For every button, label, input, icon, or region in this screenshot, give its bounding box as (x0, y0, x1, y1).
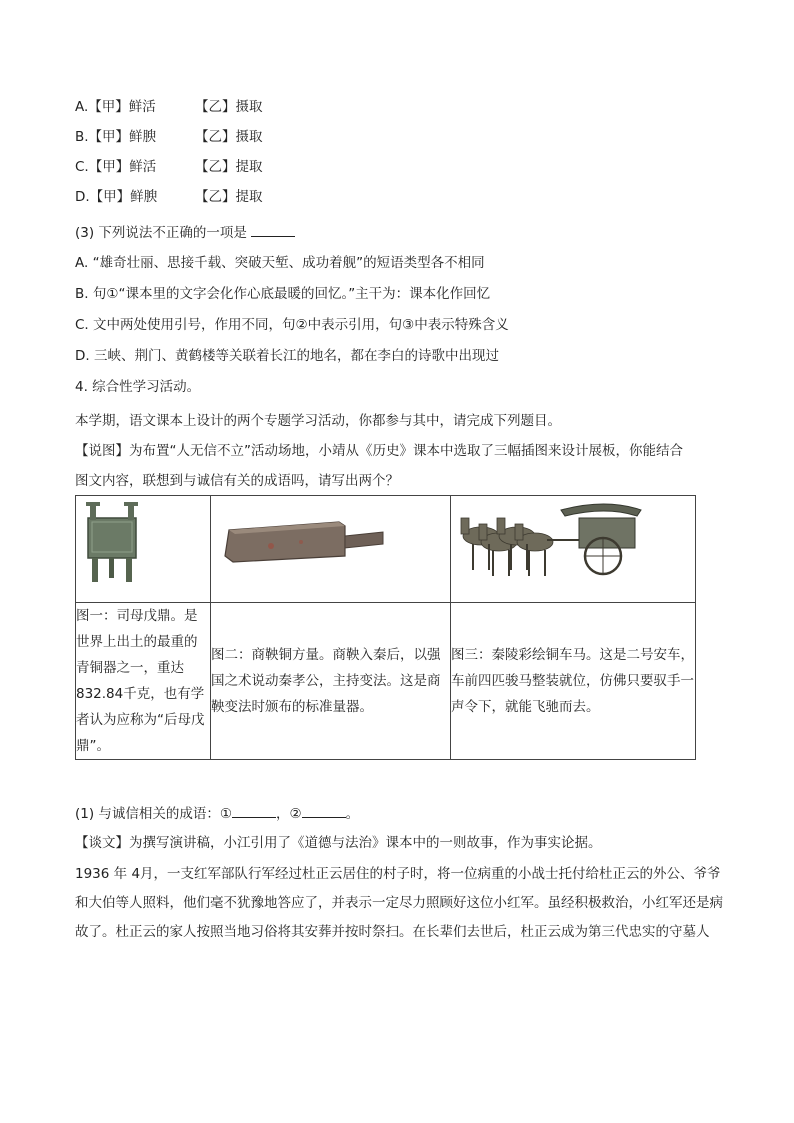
option-d-right: 【乙】提取 (195, 189, 263, 205)
option-b (75, 127, 263, 147)
option-c (75, 157, 263, 177)
figure-2-caption: 图二：商鞅铜方量。商鞅入秦后，以强国之术说动秦孝公，主持变法。这是商鞅变法时颁布的标准量器。 (211, 603, 451, 760)
option-b-right: 【乙】摄取 (195, 129, 263, 145)
option-d-left: D.【甲】鲜腴 (75, 189, 158, 205)
q3-option-c: C. 文中两处使用引号，作用不同，句②中表示引用，句③中表示特殊含义 (75, 317, 509, 333)
q4-intro: 本学期，语文课本上设计的两个专题学习活动，你都参与其中，请完成下列题目。 (75, 413, 561, 429)
q3-stem (75, 222, 295, 243)
option-a-left: A.【甲】鲜活 (75, 99, 156, 115)
figure-1-image (76, 496, 211, 603)
figure-2-image (211, 496, 451, 603)
q4-1-mid: ，② (276, 806, 302, 822)
option-c-right: 【乙】提取 (195, 159, 263, 175)
tanwen-story: 1936 年 4月，一支红军部队行军经过杜正云居住的村子时，将一位病重的小战士托付给杜正云的外公、爷爷和大伯等人照料，他们毫不犹豫地答应了，并表示一定尽力照顾好这位小红军。虽经积极救治，小红军还是病故了。杜正云的家人按照当地习俗将其安葬并按时祭扫。在长辈们去世后，杜正云成为第三代忠实的守墓人 (75, 866, 723, 940)
figure-table (75, 495, 696, 760)
bronze-measure-icon (211, 496, 451, 598)
answer-blank[interactable] (251, 222, 295, 237)
answer-blank-2[interactable] (302, 803, 346, 818)
option-a (75, 97, 263, 117)
q4-title: 4. 综合性学习活动。 (75, 379, 201, 395)
q4-shuotu-line2: 图文内容，联想到与诚信有关的成语吗，请写出两个？ (75, 473, 399, 489)
option-a-right: 【乙】摄取 (195, 99, 263, 115)
q4-1-suffix: 。 (345, 806, 360, 822)
q4-1-prefix: (1) 与诚信相关的成语：① (75, 806, 233, 822)
q3-option-b: B. 句①“课本里的文字会化作心底最暖的回忆。”主干为：课本化作回忆 (75, 286, 491, 302)
option-b-left: B.【甲】鲜腴 (75, 129, 157, 145)
option-d (75, 187, 263, 207)
q3-stem-text: (3) 下列说法不正确的一项是 (75, 225, 247, 241)
figure-3-image (451, 496, 696, 603)
bronze-ding-icon (76, 496, 211, 598)
option-c-left: C.【甲】鲜活 (75, 159, 157, 175)
q3-option-d: D. 三峡、荆门、黄鹤楼等关联着长江的地名，都在李白的诗歌中出现过 (75, 348, 499, 364)
figure-3-caption: 图三：秦陵彩绘铜车马。这是二号安车，车前四匹骏马整装就位，仿佛只要驭手一声令下，就能飞驰而去。 (451, 603, 696, 760)
bronze-chariot-icon (451, 496, 696, 598)
figure-1-caption: 图一：司母戊鼎。是世界上出土的最重的青铜器之一，重达832.84千克，也有学者认为应称为“后母戊鼎”。 (76, 603, 211, 760)
q4-1 (75, 803, 359, 824)
q3-option-a: A. “雄奇壮丽、思接千载、突破天堑、成功着舰”的短语类型各不相同 (75, 255, 485, 271)
q4-shuotu-line1: 【说图】为布置“人无信不立”活动场地，小靖从《历史》课本中选取了三幅插图来设计展板，你能结合 (75, 443, 683, 459)
tanwen-intro: 【谈文】为撰写演讲稿，小江引用了《道德与法治》课本中的一则故事，作为事实论据。 (75, 835, 602, 851)
answer-blank-1[interactable] (232, 803, 276, 818)
